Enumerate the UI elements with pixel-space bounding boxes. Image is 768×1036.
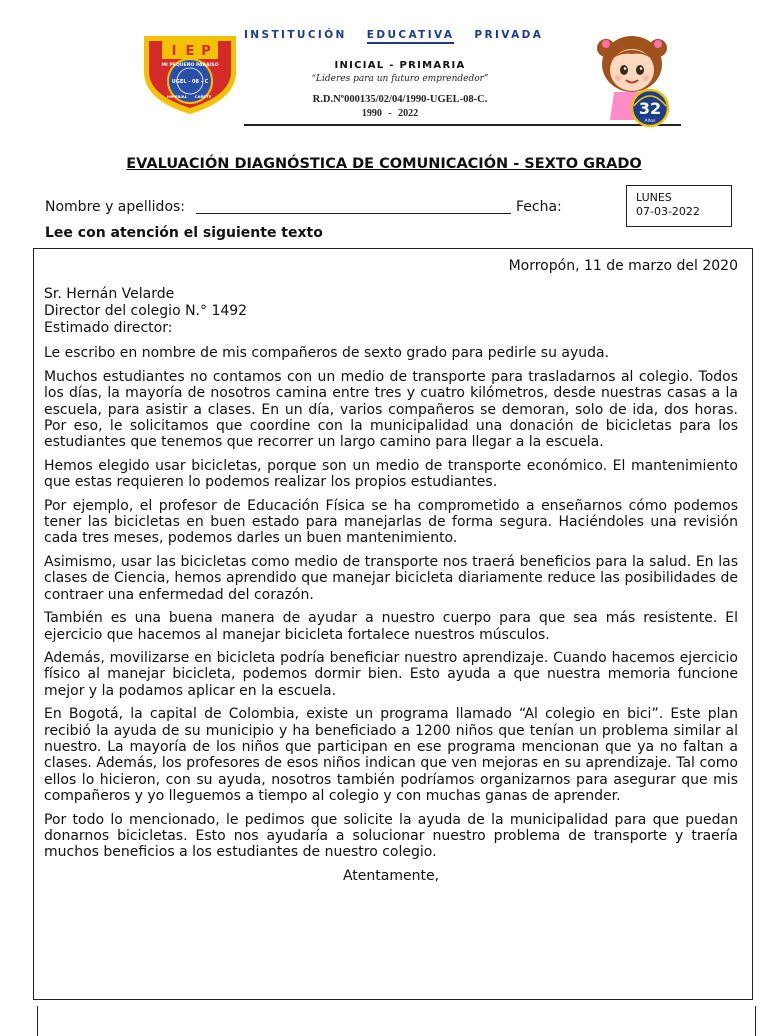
reading-instruction: Lee con atención el siguiente texto [45,225,323,241]
letter-paragraph: Muchos estudiantes no contamos con un medio de transporte para trasladarnos al colegio. Todos los días, la mayoría de nosotros camina entre tres y cuatro kilómetros, desde nuestras casas a la escuela, para asistir a clases. En un día, varios compañeros se demoran, solo de ida, dos horas. Por eso, le solicitamos que coordine con la municipalidad una donación de bicicletas para los estudiantes que tenemos que recorrer un largo camino para llegar a la escuela. [44,368,738,451]
letter-text [44,258,738,891]
letter-paragraph: Por ejemplo, el profesor de Educación Física se ha comprometido a enseñarnos cómo podemos tener las bicicletas en buen estado para manejarlas de forma segura. Haciéndoles una revisión cada tres meses, podemos darles un buen mantenimiento. [44,497,738,547]
date-label: Fecha: [516,199,562,215]
date-value: 07-03-2022 [636,205,700,218]
school-level: INICIAL - PRIMARIA [334,60,466,71]
letter-paragraph: Hemos elegido usar bicicletas, porque son un medio de transporte económico. El mantenimiento que estas requieren lo podemos realizar los propios estudiantes. [44,457,738,491]
next-page-frame [37,1006,756,1036]
recipient-line: Sr. Hernán Velarde [44,286,175,303]
date-box [626,185,732,227]
school-shield-logo [140,32,240,116]
institution-word: EDUCATIVA [367,29,455,44]
exam-title: EVALUACIÓN DIAGNÓSTICA DE COMUNICACIÓN - SEXTO GRADO [126,156,642,172]
institution-name [244,29,544,41]
shield-ugel-text: UGEL - 08 - C [171,79,209,85]
shield-right-text: CAÑETE [194,94,212,99]
name-field[interactable] [196,213,511,214]
letter-paragraph: Por todo lo mencionado, le pedimos que solicite la ayuda de la municipalidad para que puedan donarnos bicicletas. Esto nos ayudaría a solucionar nuestro problema de transporte y traería muchos beneficios a los estudiantes de nuestro colegio. [44,811,738,861]
school-motto: “Lideres para un futuro emprendedor” [311,74,489,84]
shield-letter: I [171,44,177,59]
anniversary-number: 32 [638,99,662,118]
letter-paragraph: Asimismo, usar las bicicletas como medio de transporte nos traerá beneficios para la salud. En las clases de Ciencia, hemos aprendido que manejar bicicleta diariamente reduce las posibilidades de contraer una enfermedad del corazón. [44,553,738,603]
letter-place-date: Morropón, 11 de marzo del 2020 [508,258,738,274]
school-years: 1990 - 2022 [361,108,419,119]
letter-paragraph: Le escribo en nombre de mis compañeros de sexto grado para pedirle su ayuda. [44,345,610,362]
letter-paragraph: Además, movilizarse en bicicleta podría beneficiar nuestro aprendizaje. Cuando hacemos ejercicio físico al manejar bicicleta, podemos dormir bien. Esto ayuda a que nuestra memoria funcione mejor y la podamos aplicar en la escuela. [44,649,738,699]
anniversary-girl-icon [584,26,680,134]
letter-paragraph: También es una buena manera de ayudar a nuestro cuerpo para que sea más resistente. El ejercicio que hacemos al manejar bicicleta fortalece nuestros músculos. [44,610,738,643]
shield-left-text: IMPERIAL [166,94,188,99]
shield-letter: P [201,44,211,59]
anniversary-word: Años [644,119,656,124]
school-resolution: R.D.Nº000135/02/04/1990-UGEL-08-C. [312,94,488,105]
institution-word: INSTITUCIÓN [244,29,347,41]
recipient-line: Estimado director: [44,320,173,337]
letter-paragraph: En Bogotá, la capital de Colombia, existe un programa llamado “Al colegio en bici”. Este plan recibió la ayuda de su municipio y ha beneficiado a 1200 niños que tenían un problema similar al nuestro. La mayoría de los niños que participan en ese programa mencionan que ya no faltan a clases. Además, los profesores de esos niños indican que ven mejoras en su aprendizaje. Tal como ellos lo hicieron, con su ayuda, nosotros también podríamos organizarnos para asegurar que mis compañeros y yo lleguemos a tiempo al colegio y con muchas ganas de aprender. [44,706,738,805]
letter-closing: Atentamente, [342,867,440,884]
letter-recipient [44,286,738,337]
shield-letter: E [185,44,195,59]
recipient-line: Director del colegio N.° 1492 [44,303,248,320]
name-label: Nombre y apellidos: [45,199,186,215]
school-header [0,0,768,135]
institution-word: PRIVADA [474,29,544,41]
shield-ring-text: MI PEQUEÑO PARAISO [161,63,219,68]
date-day: LUNES [636,191,672,204]
